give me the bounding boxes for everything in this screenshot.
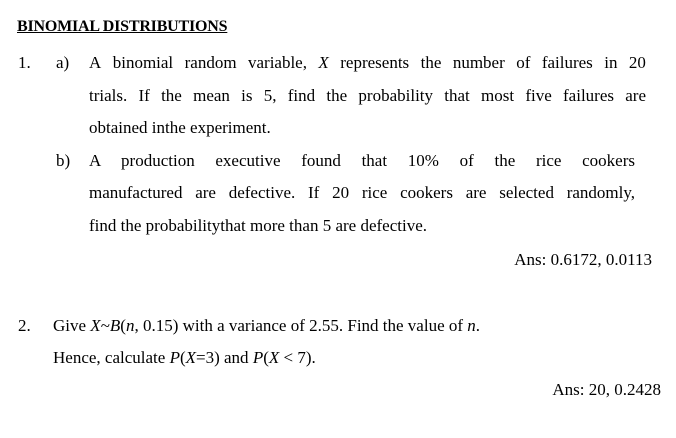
question-1b-line-1: A production executive found that 10% of the rice cookers bbox=[89, 151, 635, 170]
binomial-b: B bbox=[109, 316, 121, 335]
text-word: of bbox=[516, 53, 531, 72]
variable-n: n bbox=[467, 316, 476, 335]
text-segment: , 0.15) with a variance of 2.55. Find the value of bbox=[134, 316, 468, 335]
paren-open: ( bbox=[179, 348, 186, 367]
question-2-answer: Ans: 20, 0.2428 bbox=[552, 380, 661, 399]
question-1-answer: Ans: 0.6172, 0.0113 bbox=[514, 250, 652, 269]
question-1a-line-3: obtained inthe experiment. bbox=[89, 118, 271, 137]
text-word: A bbox=[89, 53, 102, 72]
text-word: in bbox=[604, 53, 618, 72]
text-word: the bbox=[420, 53, 442, 72]
text-segment: Give bbox=[53, 316, 91, 335]
probability-p: P bbox=[252, 348, 264, 367]
text-word: represents bbox=[340, 53, 410, 72]
variable-n: n bbox=[125, 316, 135, 335]
question-2-number: 2. bbox=[18, 316, 31, 335]
text-word: number bbox=[452, 53, 505, 72]
probability-p: P bbox=[169, 348, 180, 367]
text-word: random bbox=[184, 53, 237, 72]
text-segment: < 7). bbox=[279, 348, 316, 367]
question-1a-label: a) bbox=[56, 53, 70, 72]
question-1a-line-1 bbox=[89, 53, 646, 73]
text-word: binomial bbox=[112, 53, 174, 72]
question-2-line-2 bbox=[53, 348, 316, 368]
tilde-symbol: ~ bbox=[100, 316, 110, 335]
variable-x: X bbox=[185, 348, 197, 367]
paren-open: ( bbox=[120, 316, 126, 335]
page-title: BINOMIAL DISTRIBUTIONS bbox=[17, 18, 228, 35]
variable-x: X bbox=[268, 348, 280, 367]
question-2-line-1 bbox=[53, 316, 480, 336]
question-1b-label: b) bbox=[56, 151, 71, 170]
question-1a-line-2: trials. If the mean is 5, find the probability that most five failures are bbox=[89, 86, 646, 105]
question-1b-line-3: find the probabilitythat more than 5 are defective. bbox=[89, 216, 427, 235]
variable-x: X bbox=[318, 53, 329, 72]
question-1b-line-2: manufactured are defective. If 20 rice cookers are selected randomly, bbox=[89, 183, 635, 202]
variable-x: X bbox=[90, 316, 101, 335]
text-word: 20 bbox=[628, 53, 646, 72]
period: . bbox=[475, 316, 481, 335]
text-word: failures bbox=[541, 53, 593, 72]
text-segment: Hence, calculate bbox=[53, 348, 170, 367]
paren-open: ( bbox=[263, 348, 269, 367]
text-segment: =3) and bbox=[196, 348, 253, 367]
text-word: variable, bbox=[247, 53, 307, 72]
question-1-number: 1. bbox=[18, 53, 31, 72]
